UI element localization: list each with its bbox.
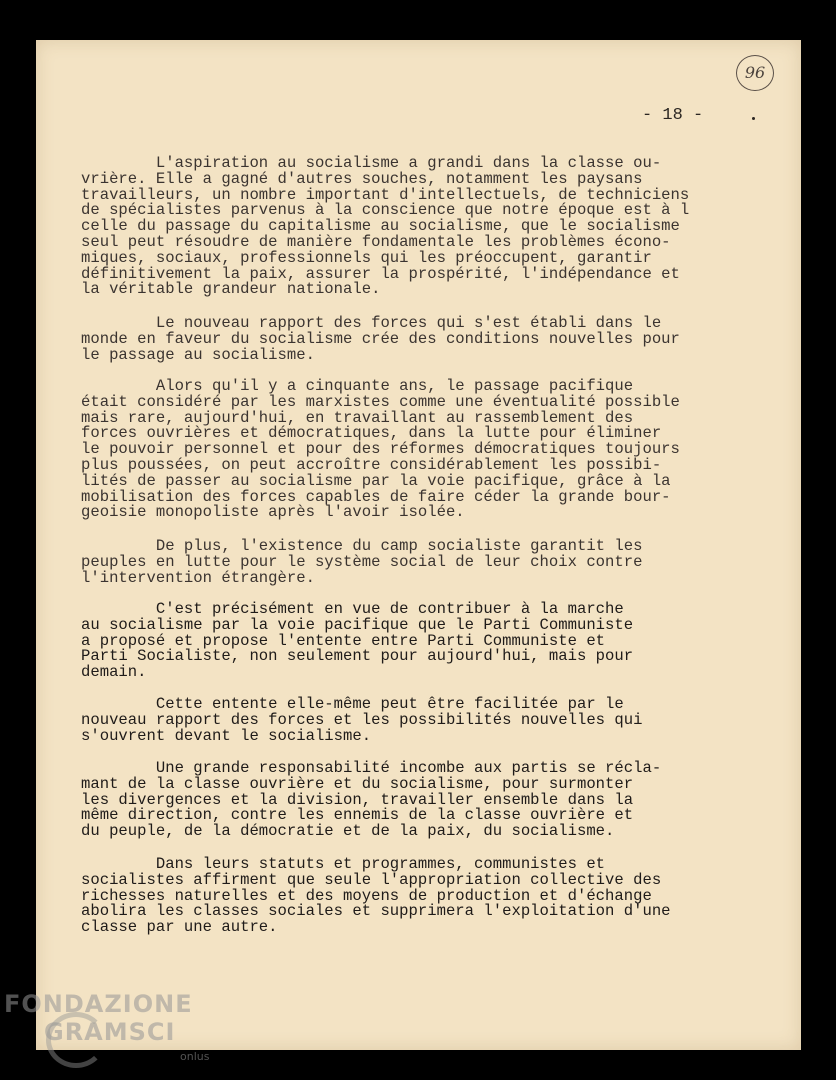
paragraph-1: L'aspiration au socialisme a grandi dans la classe ou- vrière. Elle a gagné d'autres souches, notamment les paysans travailleurs, un nombre important d'intellectuels, de techniciens de spécialistes parvenus à la conscience que notre époque est à l celle du passage du capitalisme au socialisme, que le socialisme seul peut résoudre de manière fondamentale les problèmes écono- miques, sociaux, professionnels qui les préoccupent, garantir définitivement la paix, assurer la prospérité, l'indépendance et la véritable grandeur nationale.: [81, 154, 690, 299]
archive-folio-mark: 96: [736, 55, 774, 91]
watermark-line-1: FONDAZIONE: [4, 990, 193, 1018]
paragraph-8: Dans leurs statuts et programmes, communistes et socialistes affirment que seule l'appropriation collective des richesses naturelles et des moyens de production et d'échange abolira les classes sociales et supprimera l'exploitation d'une classe par une autre.: [81, 855, 671, 937]
watermark-line-3: onlus: [180, 1050, 210, 1063]
paper-speck: [752, 117, 755, 120]
paragraph-3: Alors qu'il y a cinquante ans, le passage pacifique était considéré par les marxistes comme une éventualité possible mais rare, aujourd'hui, en travaillant au rassemblement des forces ouvrières et démocratiques, dans la lutte pour éliminer le pouvoir personnel et pour des réformes démocratiques toujours plus poussées, on peut accroître considérablement les possibi- lités de passer au socialisme par la voie pacifique, grâce à la mobilisation des forces capables de faire céder la grande bour- geoisie monopoliste après l'avoir isolée.: [81, 377, 680, 522]
paragraph-2: Le nouveau rapport des forces qui s'est établi dans le monde en faveur du socialisme crée des conditions nouvelles pour le passage au socialisme.: [81, 314, 680, 364]
paragraph-4: De plus, l'existence du camp socialiste garantit les peuples en lutte pour le système social de leur choix contre l'intervention étrangère.: [81, 537, 643, 587]
paragraph-6: Cette entente elle-même peut être facilitée par le nouveau rapport des forces et les possibilités nouvelles qui s'ouvrent devant le socialisme.: [81, 695, 643, 745]
paragraph-7: Une grande responsabilité incombe aux partis se récla- mant de la classe ouvrière et du socialisme, pour surmonter les divergences et la division, travailler ensemble dans la même direction, contre les ennemis de la classe ouvrière et du peuple, de la démocratie et de la paix, du socialisme.: [81, 759, 662, 841]
paragraph-5: C'est précisément en vue de contribuer à la marche au socialisme par la voie pacifique que le Parti Communiste a proposé et propose l'entente entre Parti Communiste et Parti Socialiste, non seulement pour aujourd'hui, mais pour demain.: [81, 600, 634, 682]
page-number: - 18 -: [642, 106, 704, 125]
document-page: [36, 40, 801, 1050]
watermark-line-2: GRAMSCI: [44, 1018, 176, 1046]
